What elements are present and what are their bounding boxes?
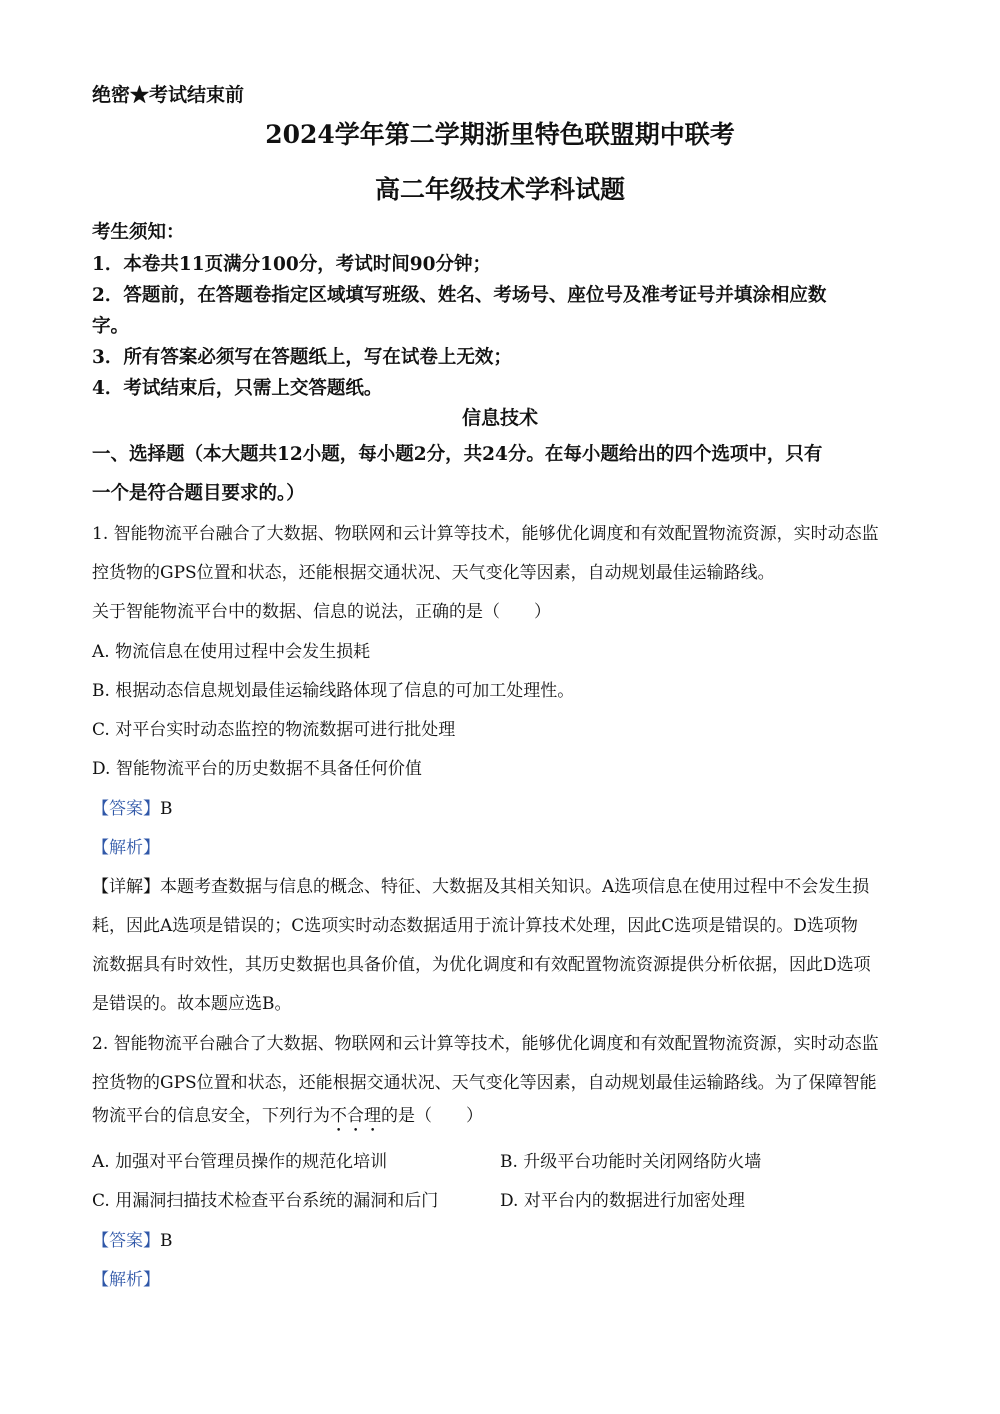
- q1-option-b: B. 根据动态信息规划最佳运输线路体现了信息的可加工处理性。: [92, 681, 575, 701]
- detail-label: 【详解】: [92, 877, 160, 897]
- q2-stem-line: [92, 1101, 483, 1136]
- stem-text: 的是（ ）: [381, 1106, 483, 1126]
- q1-option-a: A. 物流信息在使用过程中会发生损耗: [92, 642, 371, 662]
- q1-stem-line: 关于智能物流平台中的数据、信息的说法，正确的是（ ）: [92, 602, 551, 622]
- section-heading-cont: 一个是符合题目要求的。）: [92, 483, 305, 504]
- q1-option-d: D. 智能物流平台的历史数据不具备任何价值: [92, 759, 422, 779]
- q2-option-c: C. 用漏洞扫描技术检查平台系统的漏洞和后门: [92, 1191, 439, 1211]
- notice-item: 2．答题前，在答题卷指定区域填写班级、姓名、考场号、座位号及准考证号并填涂相应数: [92, 285, 827, 306]
- q2-answer: [92, 1226, 173, 1251]
- q1-detail-line: 是错误的。故本题应选B。: [92, 994, 292, 1014]
- q2-analysis-label: 【解析】: [92, 1270, 160, 1290]
- q1-stem-line: 1. 智能物流平台融合了大数据、物联网和云计算等技术，能够优化调度和有效配置物流资源，实时动态监: [92, 524, 879, 544]
- q2-option-d: D. 对平台内的数据进行加密处理: [500, 1191, 745, 1211]
- notice-item: 字。: [92, 316, 130, 337]
- q1-stem-line: 控货物的GPS位置和状态，还能根据交通状况、天气变化等因素，自动规划最佳运输路线。: [92, 563, 775, 583]
- q2-option-a: A. 加强对平台管理员操作的规范化培训: [92, 1152, 388, 1172]
- q1-answer: [92, 794, 173, 819]
- confidential-mark: 绝密★考试结束前: [92, 84, 245, 106]
- exam-title: 2024学年第二学期浙里特色联盟期中联考: [265, 120, 735, 149]
- answer-label: 【答案】: [92, 1231, 160, 1251]
- detail-text: 本题考查数据与信息的概念、特征、大数据及其相关知识。A选项信息在使用过程中不会发生损: [160, 877, 870, 897]
- answer-value: B: [160, 1231, 173, 1251]
- notice-item: 3．所有答案必须写在答题纸上，写在试卷上无效；: [92, 347, 512, 368]
- notice-item: 4．考试结束后，只需上交答题纸。: [92, 378, 383, 399]
- answer-value: B: [160, 799, 173, 819]
- q2-stem-line: 控货物的GPS位置和状态，还能根据交通状况、天气变化等因素，自动规划最佳运输路线。为了保障智能: [92, 1073, 877, 1093]
- notice-heading: 考生须知：: [92, 222, 185, 243]
- exam-subtitle: 高二年级技术学科试题: [374, 175, 625, 204]
- q1-option-c: C. 对平台实时动态监控的物流数据可进行批处理: [92, 720, 456, 740]
- section-heading: 一、选择题（本大题共12小题，每小题2分，共24分。在每小题给出的四个选项中，只有: [92, 444, 823, 465]
- notice-item: 1．本卷共11页满分100分，考试时间90分钟；: [92, 254, 491, 275]
- q1-detail-line: 耗，因此A选项是错误的；C选项实时动态数据适用于流计算技术处理，因此C选项是错误的。D选项物: [92, 916, 858, 936]
- stem-text: 物流平台的信息安全，下列行为: [92, 1106, 330, 1126]
- emphasized-text: 不合理: [330, 1106, 381, 1126]
- q1-analysis-label: 【解析】: [92, 838, 160, 858]
- q2-option-b: B. 升级平台功能时关闭网络防火墙: [500, 1152, 762, 1172]
- subject-heading: 信息技术: [461, 407, 538, 429]
- q2-stem-line: 2. 智能物流平台融合了大数据、物联网和云计算等技术，能够优化调度和有效配置物流资源，实时动态监: [92, 1034, 879, 1054]
- answer-label: 【答案】: [92, 799, 160, 819]
- q1-detail-line: 流数据具有时效性，其历史数据也具备价值，为优化调度和有效配置物流资源提供分析依据，因此D选项: [92, 955, 871, 975]
- q1-detail-line: [92, 872, 869, 897]
